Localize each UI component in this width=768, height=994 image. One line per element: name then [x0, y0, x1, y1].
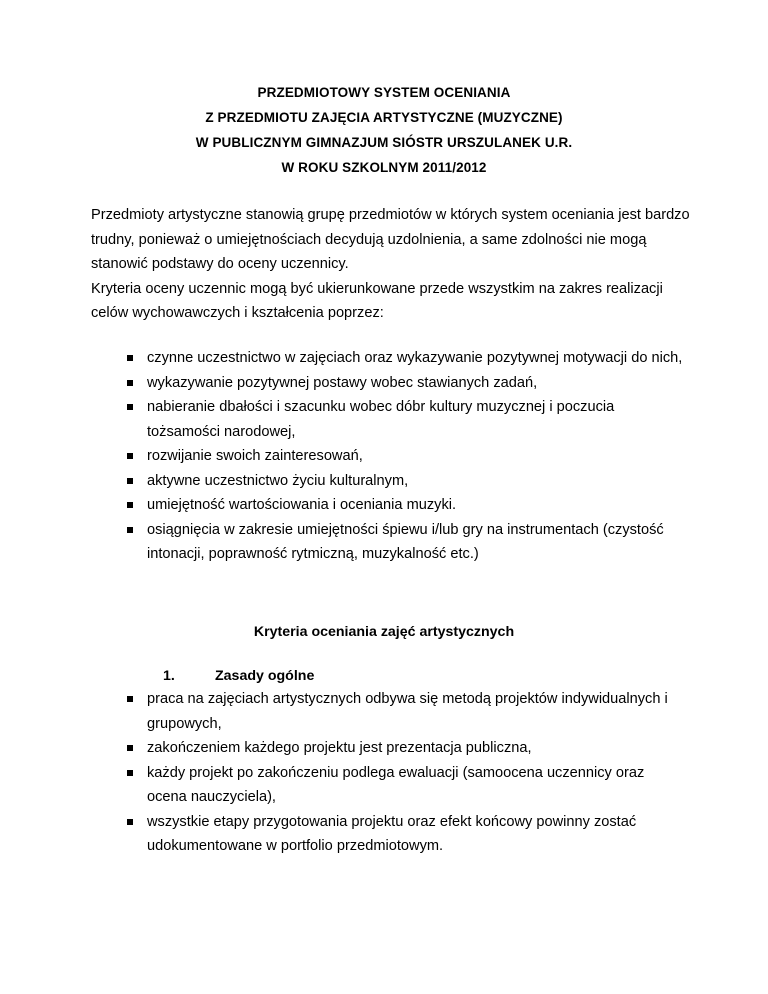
document-title — [0, 80, 768, 180]
list-item-text: osiągnięcia w zakresie umiejętności śpiewu i/lub gry na instrumentach (czystość intonacji, poprawność rytmiczną, muzykalność etc.) — [147, 521, 664, 562]
list-item — [127, 444, 687, 469]
list-item — [127, 493, 687, 518]
title-line-4: W ROKU SZKOLNYM 2011/2012 — [281, 160, 487, 175]
bullet-square-icon — [127, 404, 133, 410]
subsection-heading — [163, 664, 314, 688]
criteria-list — [127, 346, 687, 567]
bullet-square-icon — [127, 355, 133, 361]
list-item — [127, 469, 687, 494]
subsection-title: Zasady ogólne — [215, 668, 315, 684]
intro-paragraph-2: Kryteria oceny uczennic mogą być ukierunkowane przede wszystkim na zakres realizacji celów wychowawczych i kształcenia poprzez: — [91, 280, 663, 321]
subsection-number: 1. — [163, 668, 175, 684]
bullet-square-icon — [127, 478, 133, 484]
title-line-2: Z PRZEDMIOTU ZAJĘCIA ARTYSTYCZNE (MUZYCZNE) — [205, 110, 563, 125]
bullet-square-icon — [127, 380, 133, 386]
list-item — [127, 518, 687, 567]
list-item-text: rozwijanie swoich zainteresowań, — [147, 448, 363, 464]
intro-paragraph-1: Przedmioty artystyczne stanowią grupę przedmiotów w których system oceniania jest bardzo trudny, ponieważ o umiejętnościach decydują uzdolnienia, a same zdolności nie mogą stanowić podstawy do oceny uczennicy. — [91, 207, 690, 272]
list-item — [127, 395, 687, 444]
bullet-square-icon — [127, 745, 133, 751]
bullet-square-icon — [127, 502, 133, 508]
list-item-text: wszystkie etapy przygotowania projektu oraz efekt końcowy powinny zostać udokumentowane w portfolio przedmiotowym. — [147, 813, 637, 854]
section-heading: Kryteria oceniania zajęć artystycznych — [253, 624, 515, 640]
list-item — [127, 761, 687, 810]
list-item-text: czynne uczestnictwo w zajęciach oraz wykazywanie pozytywnej motywacji do nich, — [147, 350, 683, 366]
bullet-square-icon — [127, 819, 133, 825]
list-item-text: aktywne uczestnictwo życiu kulturalnym, — [147, 472, 409, 489]
bullet-square-icon — [127, 696, 133, 702]
list-item-text: nabieranie dbałości i szacunku wobec dóbr kultury muzycznej i poczucia tożsamości narodowej, — [147, 399, 615, 440]
list-item — [127, 371, 687, 396]
bullet-square-icon — [127, 770, 133, 776]
list-item-text: umiejętność wartościowania i oceniania muzyki. — [147, 497, 457, 513]
list-item — [127, 346, 687, 371]
bullet-square-icon — [127, 453, 133, 459]
list-item-text: każdy projekt po zakończeniu podlega ewaluacji (samoocena uczennicy oraz ocena nauczyciela), — [147, 764, 645, 805]
bullet-square-icon — [127, 527, 133, 533]
list-item-text: wykazywanie pozytywnej postawy wobec stawianych zadań, — [147, 374, 538, 391]
list-item-text: zakończeniem każdego projektu jest prezentacja publiczna, — [147, 740, 532, 756]
list-item — [127, 810, 687, 859]
title-line-1: PRZEDMIOTOWY SYSTEM OCENIANIA — [257, 85, 511, 100]
intro-text — [91, 203, 701, 326]
list-item-text: praca na zajęciach artystycznych odbywa się metodą projektów indywidualnych i grupowych, — [147, 691, 668, 732]
list-item — [127, 736, 687, 761]
list-item — [127, 687, 687, 736]
title-line-3: W PUBLICZNYM GIMNAZJUM SIÓSTR URSZULANEK U.R. — [195, 135, 573, 150]
general-rules-list — [127, 687, 687, 859]
